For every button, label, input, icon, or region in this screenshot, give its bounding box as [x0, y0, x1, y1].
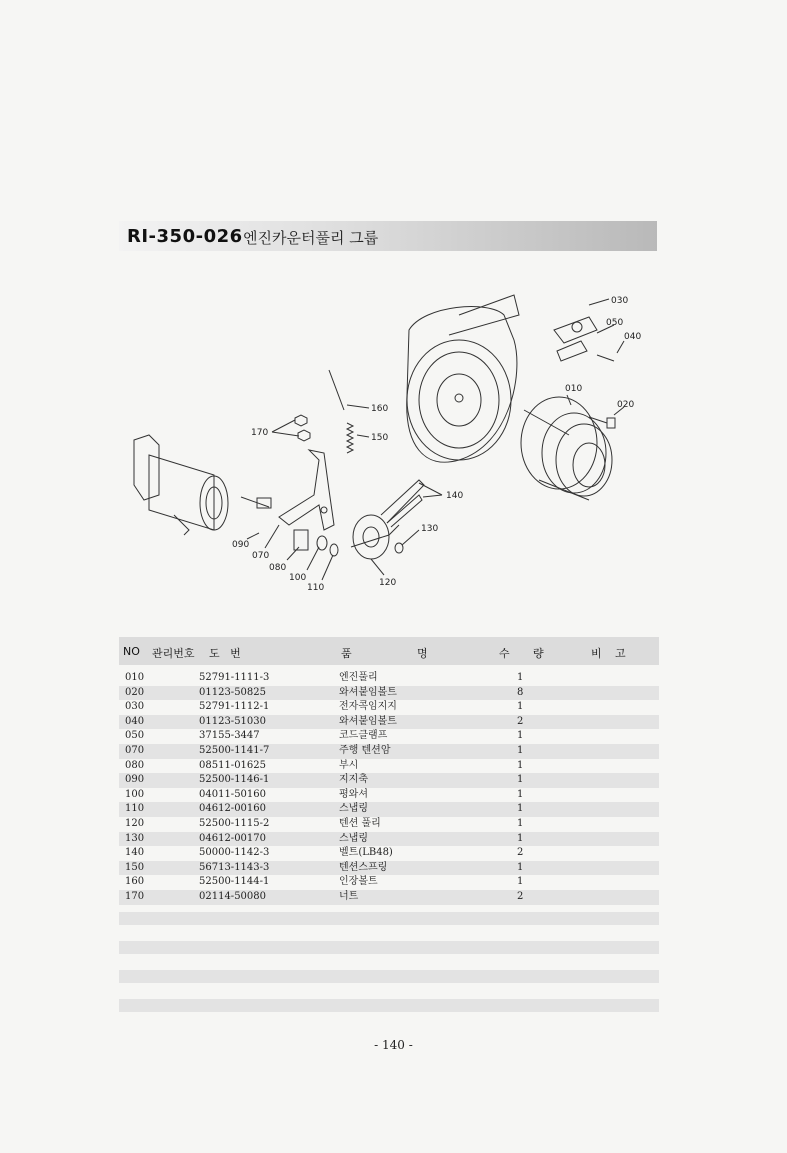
empty-row — [119, 941, 659, 954]
quantity: 2 — [517, 715, 524, 727]
part-name: 텐션스프링 — [339, 861, 388, 873]
table-row — [119, 700, 659, 715]
empty-row — [119, 912, 659, 925]
table-row — [119, 875, 659, 890]
quantity: 1 — [517, 788, 524, 800]
callout-020: 020 — [617, 400, 635, 410]
parts-table — [119, 637, 659, 905]
group-code: RI-350-026 — [127, 226, 243, 247]
mount-bracket — [134, 435, 159, 500]
part-name: 코드클램프 — [339, 730, 388, 742]
table-row — [119, 729, 659, 744]
clamp-bracket — [557, 341, 587, 361]
table-row — [119, 817, 659, 832]
part-no: 080 — [125, 759, 145, 771]
callout-010: 010 — [565, 384, 583, 394]
engine-housing — [407, 307, 517, 463]
part-name: 너트 — [339, 890, 359, 902]
part-name: 엔진풀리 — [339, 672, 378, 683]
drawing-no: 04612-00170 — [199, 832, 267, 844]
header-qty-b: 량 — [533, 647, 544, 660]
quantity: 1 — [517, 672, 524, 683]
header-name-a: 품 — [341, 647, 352, 660]
callout-050: 050 — [606, 318, 624, 328]
header-remark-b: 고 — [615, 647, 626, 660]
part-name: 인장볼트 — [339, 876, 378, 888]
part-name: 스냅링 — [339, 803, 368, 815]
quantity: 1 — [517, 803, 524, 815]
callout-120: 120 — [379, 578, 397, 588]
parts-diagram — [119, 285, 659, 600]
table-body — [119, 671, 659, 905]
callout-170: 170 — [251, 428, 269, 438]
callout-100: 100 — [289, 573, 307, 583]
part-no: 150 — [125, 861, 145, 873]
drawing-no: 01123-50825 — [199, 686, 267, 698]
part-no: 030 — [125, 701, 145, 713]
callout-030: 030 — [611, 296, 629, 306]
drawing-no: 56713-1143-3 — [199, 861, 270, 873]
quantity: 1 — [517, 701, 524, 713]
table-row — [119, 759, 659, 774]
quantity: 2 — [517, 847, 524, 859]
tension-bolt — [329, 370, 344, 410]
part-name: 부시 — [339, 759, 359, 771]
drawing-no: 50000-1142-3 — [199, 847, 270, 859]
header-drawing-no: 도 번 — [209, 647, 241, 660]
quantity: 1 — [517, 861, 524, 873]
quantity: 1 — [517, 774, 524, 786]
header-remark-a: 비 — [591, 647, 602, 660]
part-name: 지지축 — [339, 774, 368, 786]
quantity: 1 — [517, 730, 524, 742]
part-name: 와셔붙임볼트 — [339, 715, 397, 727]
page-number: - 140 - — [374, 1038, 413, 1052]
table-row — [119, 715, 659, 730]
table-row — [119, 686, 659, 701]
quantity: 2 — [517, 890, 524, 902]
part-no: 160 — [125, 876, 145, 888]
part-no: 100 — [125, 788, 145, 800]
table-header — [119, 637, 659, 665]
part-no: 050 — [125, 730, 145, 742]
header-mgmt-no: 관리번호 — [152, 647, 195, 660]
part-no: 140 — [125, 847, 145, 859]
part-name: 평와셔 — [339, 788, 368, 800]
part-no: 070 — [125, 744, 145, 756]
drawing-no: 52791-1111-3 — [199, 672, 270, 683]
part-no: 170 — [125, 890, 145, 902]
table-row — [119, 832, 659, 847]
drawing-no: 52500-1146-1 — [199, 774, 270, 786]
part-no: 110 — [125, 803, 145, 815]
section-title-bar — [119, 221, 657, 251]
callout-150: 150 — [371, 433, 389, 443]
quantity: 8 — [517, 686, 524, 698]
callout-090: 090 — [232, 540, 250, 550]
table-row — [119, 861, 659, 876]
callout-080: 080 — [269, 563, 287, 573]
table-row — [119, 802, 659, 817]
table-row — [119, 788, 659, 803]
drawing-no: 52500-1144-1 — [199, 876, 270, 888]
group-name: 엔진카운터풀리 그룹 — [243, 229, 379, 247]
quantity: 1 — [517, 876, 524, 888]
table-row — [119, 773, 659, 788]
part-name: 벨트(LB48) — [339, 847, 393, 859]
part-name: 주행 텐션암 — [339, 744, 391, 756]
tension-spring — [347, 423, 353, 453]
part-name: 텐션 풀리 — [339, 817, 381, 829]
drawing-no: 52791-1112-1 — [199, 701, 270, 713]
drawing-no: 04612-00160 — [199, 803, 267, 815]
part-no: 130 — [125, 832, 145, 844]
drawing-no: 37155-3447 — [199, 730, 260, 742]
part-name: 와셔붙임볼트 — [339, 686, 397, 698]
part-name: 스냅링 — [339, 832, 368, 844]
callout-040: 040 — [624, 332, 642, 342]
cord-clamp — [554, 317, 597, 343]
drawing-no: 52500-1115-2 — [199, 817, 270, 829]
callout-130: 130 — [421, 524, 439, 534]
header-name-b: 명 — [417, 647, 428, 660]
drawing-no: 08511-01625 — [199, 759, 267, 771]
part-no: 090 — [125, 774, 145, 786]
table-row — [119, 744, 659, 759]
empty-row — [119, 970, 659, 983]
exploded-parts-drawing — [119, 285, 659, 600]
table-row — [119, 671, 659, 686]
callout-140: 140 — [446, 491, 464, 501]
quantity: 1 — [517, 759, 524, 771]
callout-160: 160 — [371, 404, 389, 414]
header-no: NO — [123, 645, 140, 658]
callout-070: 070 — [252, 551, 270, 561]
quantity: 1 — [517, 832, 524, 844]
part-no: 010 — [125, 672, 145, 683]
drawing-no: 02114-50080 — [199, 890, 267, 902]
tension-arm — [279, 450, 334, 530]
callout-110: 110 — [307, 583, 325, 593]
drawing-no: 04011-50160 — [199, 788, 267, 800]
quantity: 1 — [517, 817, 524, 829]
housing-flange — [407, 340, 511, 460]
part-no: 120 — [125, 817, 145, 829]
part-name: 전자콕임지지 — [339, 701, 397, 713]
drawing-no: 01123-51030 — [199, 715, 267, 727]
part-no: 020 — [125, 686, 145, 698]
header-qty-a: 수 — [499, 647, 510, 660]
drawing-no: 52500-1141-7 — [199, 744, 270, 756]
table-row — [119, 846, 659, 861]
table-row — [119, 890, 659, 905]
quantity: 1 — [517, 744, 524, 756]
part-no: 040 — [125, 715, 145, 727]
empty-row — [119, 999, 659, 1012]
